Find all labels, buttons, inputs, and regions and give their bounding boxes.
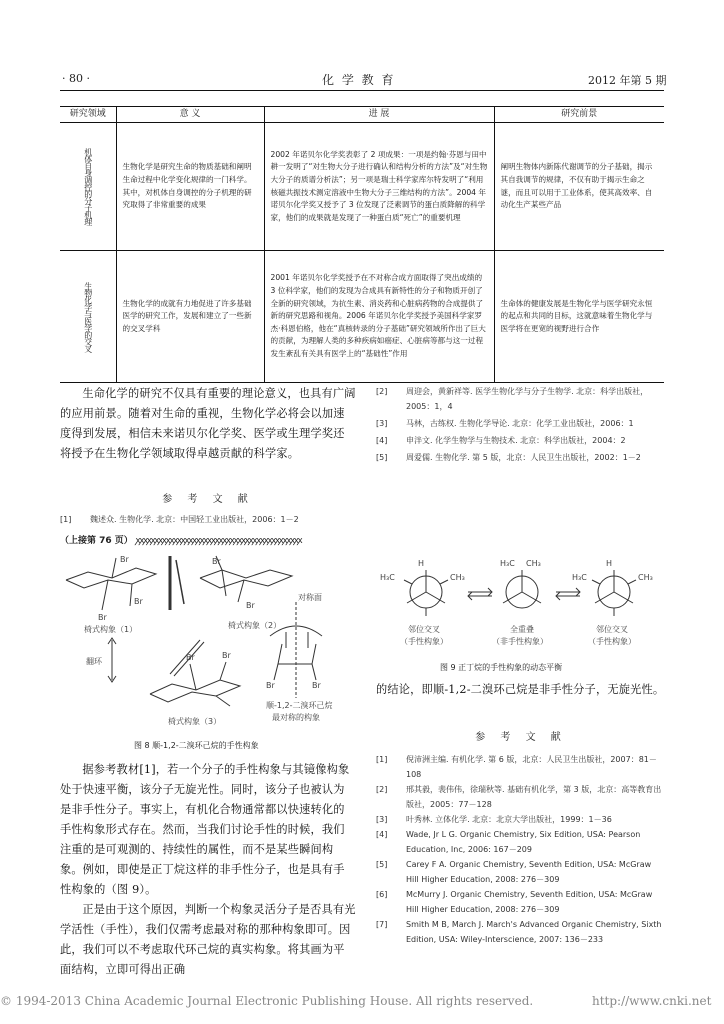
br-label: Br: [212, 557, 221, 566]
table-row: [60, 251, 664, 383]
br-label: Br: [246, 601, 255, 610]
table-header-row: [60, 107, 664, 123]
chair-3-label: 椅式构象（3）: [168, 717, 222, 726]
paragraph-text: 生命化学的研究不仅具有重要的理论意义，也具有广阔的应用前景。随着对生命的重视，生物化学必将会以加速度得到发展，相信未来诺贝尔化学奖、医学或生理学奖还将授予在生物化学领域取得卓越贡献的科学家。: [60, 387, 356, 460]
h-label: H: [418, 559, 425, 568]
figure-9-drawing: [374, 556, 664, 656]
meaning-cell: 生物化学的成就有力地促进了许多基础医学的研究工作，发展和建立了一些新的交叉学科: [116, 251, 264, 383]
br-label: Br: [120, 555, 129, 564]
h3c-label: H₃C: [572, 573, 587, 582]
chair-2-ring: [200, 570, 292, 588]
chair-2-label: 椅式构象（2）: [228, 621, 282, 630]
symmetric-caption-2: 最对称的构象: [272, 713, 320, 722]
gauche-2-label: 邻位交叉: [596, 625, 628, 634]
reference-text: Wade, Jr L G. Organic Chemistry, Six Edition, USA: Pearson Education, Inc, 2006: 167－209: [406, 830, 641, 854]
chair-3-ring: [150, 680, 240, 702]
eclipsed-label: 全重叠: [510, 625, 534, 634]
field-cell: 生物化学与医学的交叉: [60, 251, 116, 383]
reference-number: [1]: [376, 755, 388, 764]
figure-8-drawing: [60, 552, 360, 730]
br-label: Br: [222, 651, 231, 660]
header-rule: [60, 90, 664, 91]
ch3-label: CH₃: [450, 573, 465, 582]
br-label: Br: [186, 653, 195, 662]
ch3-label: CH₃: [526, 559, 541, 568]
br-label: Br: [312, 681, 321, 690]
figure-9-caption: 图 9 正丁烷的手性构象的动态平衡: [440, 663, 563, 672]
gauche-1-sub: （手性构象）: [400, 637, 448, 646]
reference-item: [376, 887, 666, 917]
reference-number: [5]: [376, 453, 388, 462]
br-label: Br: [134, 597, 143, 606]
eclipsed-sub: （非手性构象）: [492, 637, 548, 646]
conclusion-paragraph: [60, 384, 356, 464]
reference-text: 倪沛洲主编. 有机化学. 第 6 版，北京：人民卫生出版社，2007：81－108: [406, 755, 657, 779]
reference-item: [376, 450, 666, 465]
reference-number: [7]: [376, 920, 388, 929]
reference-number: [1]: [60, 515, 72, 524]
progress-cell: 2001 年诺贝尔化学奖授予在不对称合成方面取得了突出成绩的 3 位科学家，他们的发现为合成具有新特性的分子和物质开创了全新的研究领域，为抗生素、消炎药和心脏病药物的合成提供了新的研究思路和视角。2006 年诺贝尔化学奖授予美国科学家罗杰·科恩伯格，他在“真核转录的分子基础”研究领域所作出了巨大的贡献，为理解人类的多种疾病如癌症、心脏病等都与这一过程发生紊乱有关具有医学上的“基础性”作用: [264, 251, 494, 383]
reference-item: [376, 433, 666, 448]
reference-text: 周爱儒. 生物化学. 第 5 版，北京：人民卫生出版社，2002：1－2: [406, 453, 641, 462]
reference-number: [4]: [376, 830, 388, 839]
references-list: [376, 752, 666, 947]
reference-number: [3]: [376, 815, 388, 824]
progress-cell: 2002 年诺贝尔化学奖表彰了 2 项成果：一项是约翰·芬恩与田中耕一发明了“对生物大分子进行确认和结构分析的方法”及“对生物大分子的质谱分析法”；另一项是瑞士科学家库尔特发明了“利用核磁共振技术测定溶液中生物大分子三维结构的方法”。2004 年诺贝尔化学奖又授予了 3 位发现了泛素调节的蛋白质降解的科学家，他们的成果就是发现了一种蛋白质“死亡”的重要机理: [264, 123, 494, 251]
references-list: [60, 512, 360, 527]
reference-item: [376, 782, 666, 812]
ch3-label: CH₃: [638, 573, 653, 582]
h-label: H: [606, 559, 613, 568]
reference-text: McMurry J. Organic Chemistry, Seventh Edition, USA: McGraw Hill Higher Education, 2008: 276－309: [406, 890, 653, 914]
continuation-pattern: ꭗꭗꭗꭗꭗꭗꭗꭗꭗꭗꭗꭗꭗꭗꭗꭗꭗꭗꭗꭗꭗꭗꭗꭗꭗꭗꭗꭗꭗꭗꭗꭗꭗꭗꭗꭗꭗꭗꭗꭗꭗꭗꭗꭗ: [135, 536, 302, 546]
references-title: 参 考 文 献: [475, 732, 567, 743]
reference-text: 申泮文. 化学生物学与生物技术. 北京：科学出版社，2004：2: [406, 436, 626, 445]
br-label: Br: [266, 681, 275, 690]
reference-text: 马林，古练权. 生物化学导论. 北京：化学工业出版社，2006：1: [406, 419, 634, 428]
cnki-link[interactable]: http://www.cnki.net: [592, 994, 712, 1008]
continuation-line: [60, 533, 666, 547]
chair-1-ring: [66, 568, 156, 588]
page-number: · 80 ·: [62, 72, 90, 85]
flip-label: 翻环: [86, 657, 102, 666]
references-list: [376, 384, 666, 465]
table-header-cell: 意 义: [116, 107, 264, 123]
paragraph-text: 的结论，即顺-1,2-二溴环己烷是非手性分子，无旋光性。: [376, 683, 665, 696]
paragraph-text: 正是由于这个原因，判断一个构象灵活分子是否具有光学活性（手性），我们仅需考虑最对称的那种构象即可。因此，我们可以不考虑取代环己烷的真实构象。将其画为平面结构，立即可得出正确: [60, 903, 356, 976]
prospect-cell: 生命体的健康发展是生物化学与医学研究永恒的起点和共同的目标，这就意味着生物化学与医学将在更宽的视野进行合作: [494, 251, 664, 383]
issue-label: 2012 年第 5 期: [588, 74, 667, 87]
field-cell: 机体自身调控的分子机理: [60, 123, 116, 251]
table-header-cell: 研究领域: [60, 107, 116, 123]
reference-text: 周迎会，黄新祥等. 医学生物化学与分子生物学. 北京：科学出版社，2005：1，4: [406, 387, 649, 411]
gauche-1-label: 邻位交叉: [408, 625, 440, 634]
body-text: [60, 760, 356, 980]
continuation-label: （上接第 76 页）: [60, 536, 133, 546]
copyright-notice: © 1994-2013 China Academic Journal Electronic Publishing House. All rights reserved.: [0, 994, 534, 1008]
h3c-label: H₃C: [500, 559, 515, 568]
symmetry-plane-label: 对称面: [298, 593, 322, 602]
reference-text: 邢其毅，裴伟伟，徐瑞秋等. 基础有机化学，第 3 版，北京：高等教育出版社，2005：77－128: [406, 785, 662, 809]
reference-item: [376, 752, 666, 782]
reference-item: [376, 384, 666, 414]
reference-item: [376, 857, 666, 887]
h3c-label: H₃C: [380, 573, 395, 582]
reference-text: 魏述众. 生物化学. 北京：中国轻工业出版社，2006：1－2: [90, 515, 299, 524]
reference-number: [6]: [376, 890, 388, 899]
table-header-cell: 进 展: [264, 107, 494, 123]
reference-item: [376, 917, 666, 947]
paragraph-text: 据参考教材[1]，若一个分子的手性构象与其镜像构象处于快速平衡，该分子无旋光性。同时，该分子也被认为是非手性分子。事实上，有机化合物通常都以快速转化的手性构象形式存在。然而，当我们讨论手性的时候，我们注重的是可观测的、持续性的属性，而不是某些瞬间构象。例如，即使是正丁烷这样的非手性分子，也是具有手性构象的（图 9）。: [60, 763, 350, 896]
table-row: [60, 123, 664, 251]
conclusion-continuation: [376, 680, 666, 700]
symmetric-caption-1: 顺-1,2-二溴环己烷: [266, 701, 333, 710]
reference-text: Carey F A. Organic Chemistry, Seventh Edition, USA: McGraw Hill Higher Education, 2008: 276－309: [406, 860, 652, 884]
chair-1-label: 椅式构象（1）: [84, 625, 138, 634]
reference-item: [376, 416, 666, 431]
reference-item: [376, 827, 666, 857]
reference-text: Smith M B, March J. March's Advanced Organic Chemistry, Sixth Edition, USA: Wiley-Interscience, 2007: 136－233: [406, 920, 662, 944]
research-table: [60, 106, 664, 383]
reference-number: [4]: [376, 436, 388, 445]
reference-item: [376, 812, 666, 827]
reference-number: [2]: [376, 785, 388, 794]
journal-name: 化 学 教 育: [322, 73, 396, 87]
gauche-2-sub: （手性构象）: [588, 637, 636, 646]
meaning-cell: 生物化学是研究生命的物质基础和阐明生命过程中化学变化规律的一门科学。其中，对机体自身调控的分子机理的研究取得了非常重要的成果: [116, 123, 264, 251]
reference-text: 叶秀林. 立体化学. 北京：北京大学出版社，1999：1－36: [406, 815, 612, 824]
reference-number: [3]: [376, 419, 388, 428]
prospect-cell: 阐明生物体内新陈代谢调节的分子基础，揭示其自我调节的规律，不仅有助于揭示生命之谜，而且可以用于工业体系，使其高效率、自动化生产某些产品: [494, 123, 664, 251]
br-label: Br: [98, 613, 107, 622]
reference-number: [2]: [376, 387, 388, 396]
figure-8-caption: 图 8 顺-1,2-二溴环己烷的手性构象: [134, 741, 259, 750]
references-title: 参 考 文 献: [162, 494, 254, 505]
reference-number: [5]: [376, 860, 388, 869]
reference-item: [60, 512, 360, 527]
table-header-cell: 研究前景: [494, 107, 664, 123]
